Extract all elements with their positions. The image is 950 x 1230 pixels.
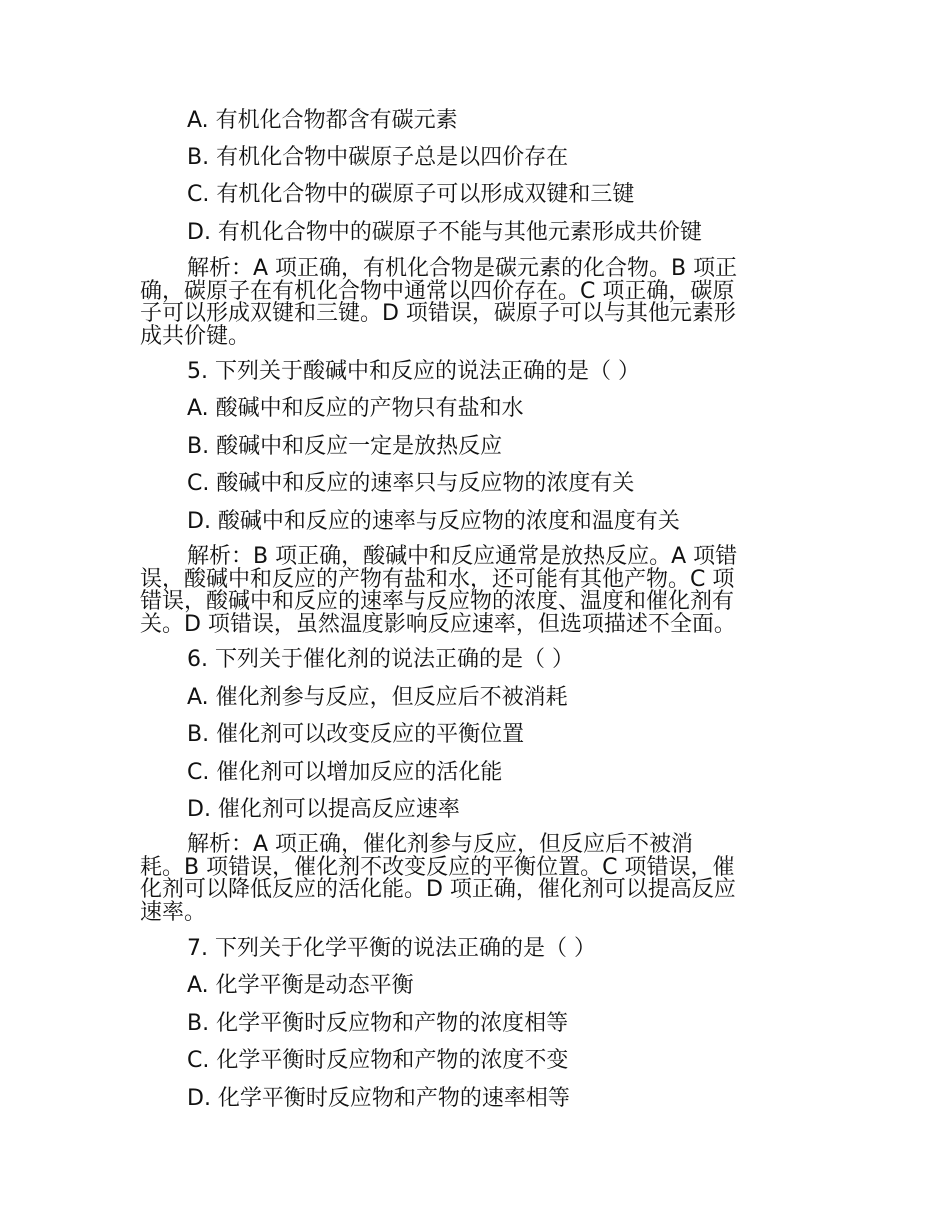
q6-explanation xyxy=(140,834,812,924)
q5-explanation-line: 解析：B 项正确，酸碱中和反应通常是放热反应。A 项错 xyxy=(187,544,738,569)
q7-question: 7. 下列关于化学平衡的说法正确的是（ ） xyxy=(187,936,596,961)
q5-question: 5. 下列关于酸碱中和反应的说法正确的是（ ） xyxy=(187,359,640,384)
q4-explanation xyxy=(140,258,812,348)
q5-option-b: B. 酸碱中和反应一定是放热反应 xyxy=(187,434,503,459)
q4-explanation-line: 解析：A 项正确，有机化合物是碳元素的化合物。B 项正 xyxy=(187,256,738,281)
q6-question: 6. 下列关于催化剂的说法正确的是（ ） xyxy=(187,647,574,672)
q5-option-d: D. 酸碱中和反应的速率与反应物的浓度和温度有关 xyxy=(187,509,680,534)
q7-option-a: A. 化学平衡是动态平衡 xyxy=(187,973,414,998)
q4-option-c: C. 有机化合物中的碳原子可以形成双键和三键 xyxy=(187,182,635,207)
q5-explanation-line: 关。D 项错误，虽然温度影响反应速率，但选项描述不全面。 xyxy=(140,611,736,637)
q4-option-b: B. 有机化合物中碳原子总是以四价存在 xyxy=(187,145,569,170)
q7-option-d: D. 化学平衡时反应物和产物的速率相等 xyxy=(187,1086,570,1111)
q4-explanation-line: 成共价键。 xyxy=(140,323,251,349)
q6-option-b: B. 催化剂可以改变反应的平衡位置 xyxy=(187,722,525,747)
q6-option-c: C. 催化剂可以增加反应的活化能 xyxy=(187,760,503,785)
q6-option-d: D. 催化剂可以提高反应速率 xyxy=(187,797,460,822)
q4-explanation-line: 确，碳原子在有机化合物中通常以四价存在。C 项正确，碳原 xyxy=(140,278,735,304)
q7-option-b: B. 化学平衡时反应物和产物的浓度相等 xyxy=(187,1011,569,1036)
q4-option-a: A. 有机化合物都含有碳元素 xyxy=(187,108,458,133)
q4-option-d: D. 有机化合物中的碳原子不能与其他元素形成共价键 xyxy=(187,220,702,245)
q5-explanation xyxy=(140,546,812,636)
q6-explanation-line: 耗。B 项错误，催化剂不改变反应的平衡位置。C 项错误，催 xyxy=(140,854,735,880)
q5-option-c: C. 酸碱中和反应的速率只与反应物的浓度有关 xyxy=(187,471,635,496)
q6-explanation-line: 速率。 xyxy=(140,899,207,925)
q5-explanation-line: 误，酸碱中和反应的产物有盐和水，还可能有其他产物。C 项 xyxy=(140,566,735,592)
q6-option-a: A. 催化剂参与反应，但反应后不被消耗 xyxy=(187,685,568,710)
q7-option-c: C. 化学平衡时反应物和产物的浓度不变 xyxy=(187,1048,569,1073)
q6-explanation-line: 解析：A 项正确，催化剂参与反应，但反应后不被消 xyxy=(187,832,694,857)
q6-explanation-line: 化剂可以降低反应的活化能。D 项正确，催化剂可以提高反应 xyxy=(140,877,736,902)
q4-explanation-line: 子可以形成双键和三键。D 项错误，碳原子可以与其他元素形 xyxy=(140,301,736,326)
q5-option-a: A. 酸碱中和反应的产物只有盐和水 xyxy=(187,396,524,421)
q5-explanation-line: 错误，酸碱中和反应的速率与反应物的浓度、温度和催化剂有 xyxy=(140,589,735,614)
